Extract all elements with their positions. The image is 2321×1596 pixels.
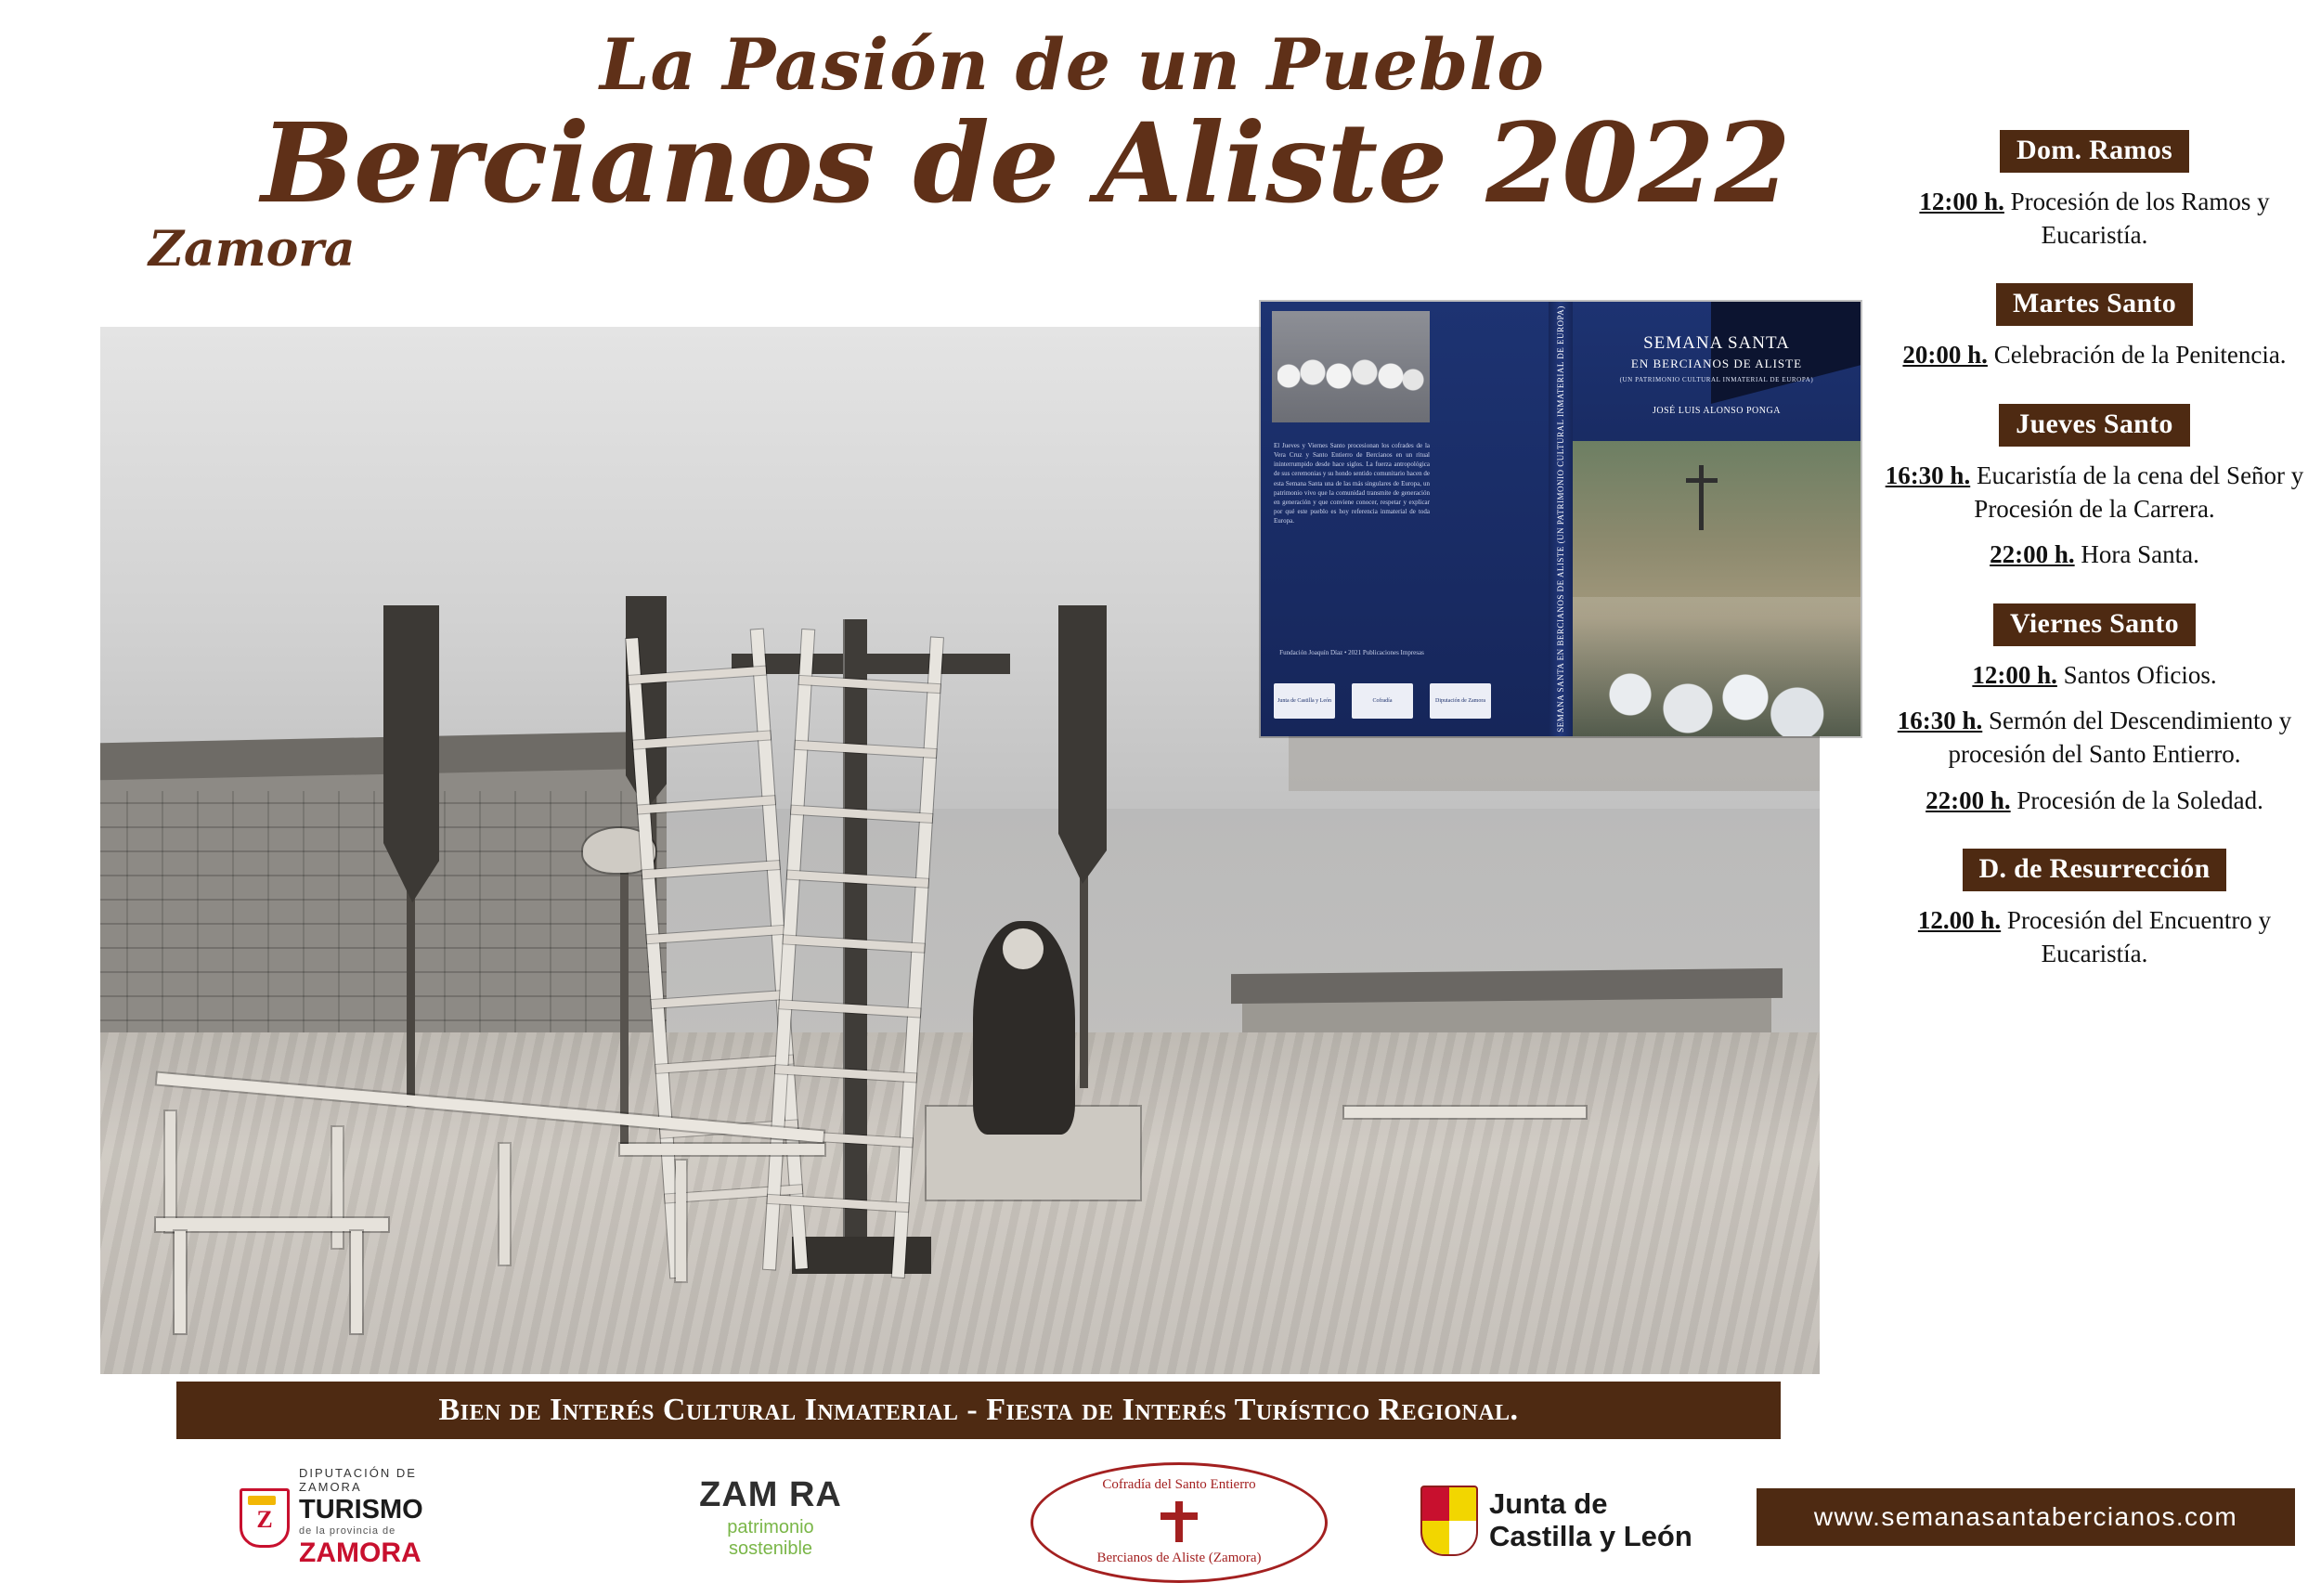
diputacion-line2: TURISMO	[299, 1494, 423, 1525]
schedule-day-heading: Martes Santo	[1996, 283, 2193, 326]
ladder-rung	[642, 861, 780, 878]
book-back-photo	[1272, 311, 1430, 422]
schedule-entry-text: Procesión de la Soledad.	[2010, 785, 2263, 814]
schedule-group-domingo-ramos	[1885, 130, 2304, 252]
schedule-entry-text: Eucaristía de la cena del Señor y Procesión de la Carrera.	[1970, 461, 2304, 523]
zamora-wordmark-text: ZAM RA	[699, 1475, 842, 1514]
schedule-entry-text: Hora Santa.	[2074, 540, 2199, 569]
page-title-province: Zamora	[149, 221, 356, 279]
book-spine-text: SEMANA SANTA EN BERCIANOS DE ALISTE (UN PATRIMONIO CULTURAL INMATERIAL DE EUROPA)	[1555, 305, 1565, 733]
photo-lamp-pole	[620, 847, 629, 1153]
ladder-rung	[799, 676, 940, 693]
book-back-cover	[1261, 302, 1549, 736]
schedule-entry-time: 20:00 h.	[1902, 341, 1988, 370]
ladder-rung	[775, 1065, 916, 1082]
schedule-group-resurreccion	[1885, 849, 2304, 970]
footer-logos	[0, 1453, 2321, 1596]
book-front-title	[1573, 333, 1861, 383]
schedule-entry	[1885, 538, 2304, 572]
photo-banner-left	[383, 605, 439, 902]
zamora-wordmark	[641, 1475, 901, 1515]
zamora-tagline-2: sostenible	[728, 1538, 813, 1559]
book-back-photo-figures	[1277, 348, 1426, 413]
book-back-logos	[1274, 681, 1515, 721]
photo-railing-post	[499, 1144, 510, 1265]
schedule-entry-time: 12:00 h.	[1919, 188, 2004, 215]
schedule-day-heading: Viernes Santo	[1993, 603, 2196, 646]
schedule-entry-text: Sermón del Descendimiento y procesión del Santo Entierro.	[1948, 707, 2292, 768]
book-front-author: JOSÉ LUIS ALONSO PONGA	[1652, 406, 1781, 416]
schedule-day-heading: Jueves Santo	[1999, 404, 2189, 447]
diputacion-line4: ZAMORA	[299, 1537, 421, 1568]
schedule-day-heading: D. de Resurrección	[1963, 849, 2227, 891]
ladder-rung	[655, 1056, 793, 1073]
book-spine	[1549, 302, 1573, 736]
cofradia-bottom-text: Bercianos de Aliste (Zamora)	[1096, 1551, 1262, 1565]
book-front-procession	[1573, 597, 1861, 736]
logo-junta-castilla-leon	[1420, 1470, 1727, 1572]
schedule-entry-time: 16:30 h.	[1885, 461, 1971, 489]
schedule-entry	[1885, 659, 2304, 693]
diputacion-line3: de la provincia de	[299, 1525, 396, 1538]
schedule-entry-text: Celebración de la Penitencia.	[1987, 341, 2287, 370]
schedule-entry	[1885, 339, 2304, 372]
ladder-rung	[638, 796, 775, 813]
schedule-entry-text: Santos Oficios.	[2056, 660, 2217, 689]
photo-bench	[620, 1144, 824, 1155]
schedule-entry	[1885, 186, 2304, 252]
page-title: Bercianos de Aliste 2022	[261, 97, 1791, 227]
book-front-title-line3: (UN PATRIMONIO CULTURAL INMATERIAL DE EUROPA)	[1619, 376, 1814, 383]
ladder-rung	[791, 806, 932, 823]
schedule-entry-text: Procesión del Encuentro y Eucaristía.	[2001, 906, 2272, 967]
poster-title-block	[102, 23, 1922, 279]
interest-banner	[176, 1382, 1781, 1439]
website-url[interactable]: www.semanasantabercianos.com	[1813, 1502, 2238, 1531]
website-url-box[interactable]	[1757, 1488, 2295, 1546]
ladder-rung	[795, 741, 936, 758]
photo-bench	[1344, 1107, 1586, 1118]
ladder-rung	[629, 667, 766, 684]
logo-diputacion-zamora	[240, 1465, 444, 1568]
book-front-cover	[1573, 302, 1861, 736]
book-front-title-line1: SEMANA SANTA	[1643, 333, 1790, 353]
ladder-rung	[779, 1000, 920, 1017]
photo-railing-post	[676, 1161, 686, 1281]
jcyl-line1: Junta de	[1489, 1487, 1608, 1521]
schedule-entry-time: 12.00 h.	[1917, 906, 2002, 935]
diputacion-line1: DIPUTACIÓN DE ZAMORA	[299, 1465, 417, 1494]
photo-railing-post	[165, 1111, 175, 1232]
schedule-entry-time: 16:30 h.	[1897, 707, 1983, 735]
book-front-cross-icon	[1699, 465, 1704, 530]
cofradia-top-text: Cofradía del Santo Entierro	[1102, 1477, 1256, 1492]
shield-icon	[240, 1488, 290, 1548]
interest-banner-text: Bien de Interés Cultural Inmaterial - Fiesta de Interés Turístico Regional.	[438, 1393, 1519, 1427]
ladder-rung	[633, 731, 771, 748]
schedule-entry-time: 22:00 h.	[1990, 540, 2075, 569]
book-front-title-line2: EN BERCIANOS DE ALISTE	[1630, 357, 1803, 370]
schedule-entry	[1885, 460, 2304, 526]
schedule-entry-text: Procesión de los Ramos y Eucaristía.	[2003, 188, 2270, 249]
zamora-tagline-1: patrimonio	[727, 1517, 814, 1538]
photo-virgin-figure	[973, 921, 1075, 1135]
ladder-rung	[767, 1195, 908, 1212]
schedule-group-jueves-santo	[1885, 404, 2304, 572]
book-front-photo	[1573, 441, 1861, 736]
schedule-column	[1885, 130, 2304, 1003]
schedule-entry	[1885, 904, 2304, 970]
cross-icon	[1175, 1501, 1183, 1542]
book-logo-diputacion: Diputación de Zamora	[1430, 683, 1491, 719]
logo-zamora-patrimonio-sostenible	[641, 1475, 901, 1560]
schedule-entry-time: 12:00 h.	[1972, 660, 2057, 689]
schedule-day-heading: Dom. Ramos	[2000, 130, 2189, 173]
jcyl-line2: Castilla y León	[1489, 1520, 1692, 1552]
schedule-entry-time: 22:00 h.	[1926, 785, 2011, 814]
schedule-group-martes-santo	[1885, 283, 2304, 372]
schedule-entry	[1885, 705, 2304, 771]
shield-letter: Z	[256, 1506, 273, 1533]
logo-cofradia-santo-entierro	[1031, 1462, 1328, 1583]
page-title-subtitle: La Pasión de un Pueblo	[600, 23, 1545, 106]
book-back-text: El Jueves y Viernes Santo procesionan los cofrades de la Vera Cruz y Santo Entierro de Bercianos en un ritual ininterrumpido desde hace siglos. La fuerza antropológica de sus ceremonias y su hondo sentido comunitario hacen de esta Semana Santa una de las más singulares de Europa, un patrimonio vivo que la comunidad transmite de generación en generación y que conviene conocer, respetar y explicar por qué este pueblo es hoy referencia inmaterial de toda Europa.	[1274, 442, 1430, 526]
schedule-group-viernes-santo	[1885, 603, 2304, 818]
photo-bench-leg	[351, 1231, 362, 1333]
jcyl-shield-icon	[1420, 1486, 1478, 1556]
ladder-rung	[787, 871, 928, 888]
photo-banner-right	[1058, 605, 1107, 884]
photo-bench	[156, 1218, 388, 1231]
book-back-credit: Fundación Joaquín Díaz • 2021 Publicaciones Impresas	[1279, 649, 1424, 656]
book-cover-inset	[1261, 302, 1861, 736]
photo-bench-leg	[175, 1231, 186, 1333]
book-logo-jcyl: Junta de Castilla y León	[1274, 683, 1335, 719]
book-logo-cofradia: Cofradía	[1352, 683, 1413, 719]
ladder-rung	[646, 926, 784, 943]
ladder-rung	[784, 935, 925, 952]
ladder-rung	[651, 991, 788, 1008]
schedule-entry	[1885, 785, 2304, 818]
